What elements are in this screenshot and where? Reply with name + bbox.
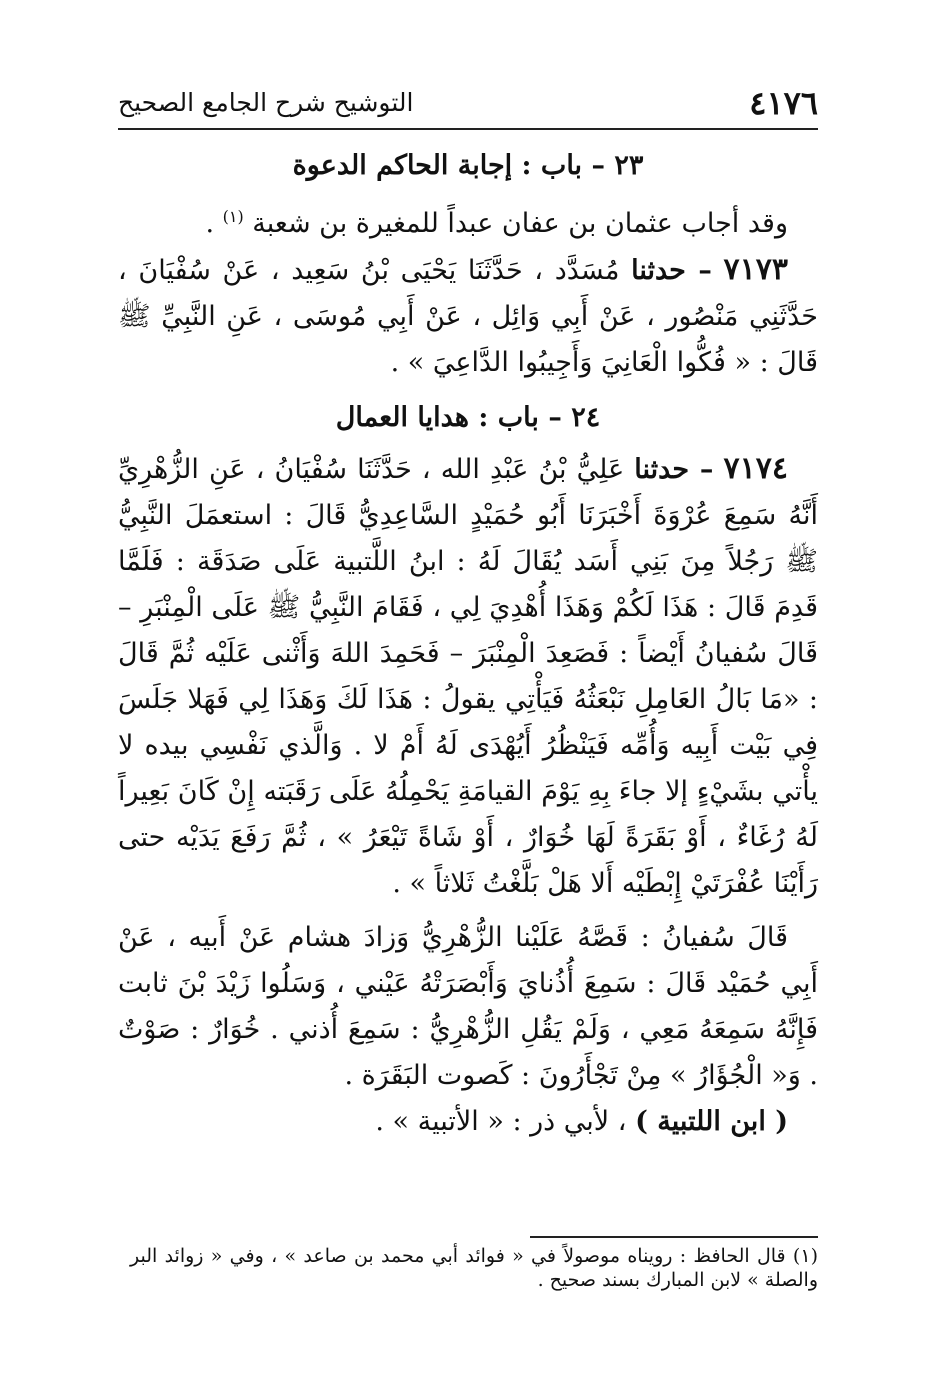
footnote: (١) قال الحافظ : رويناه موصولاً في « فوائد أبي محمد بن صاعد » ، وفي « زوائد البر والصلة » لابن المبارك بسند صحيح . — [130, 1245, 818, 1291]
page-number: ٤١٧٦ — [749, 84, 818, 122]
chapter-23-intro — [118, 194, 818, 247]
commentary-paragraph: قَالَ سُفيانُ : قَصَّهُ عَلَيْنا الزُّهْرِيُّ وَزادَ هشام عَنْ أَبيه ، عَنْ أَبِي حُمَيْد قَالَ : سَمِعَ أُذُنايَ وَأَبْصَرَتْهُ عَيْني ، وَسَلُوا زَيْدَ بْنَ ثابت فَإِنَّهُ سَمِعَهُ مَعِي ، وَلَمْ يَقُلِ الزُّهْرِيُّ : سَمِعَ أُذني . خُوَارٌ : صَوْتٌ . وَ« الْجُؤَارُ » مِنْ تَجْأَرُونَ : كَصوت البَقَرَة . — [118, 922, 818, 1091]
commentary-term: ( ابن اللتبية ) — [635, 1106, 788, 1137]
hadith-text: مُسَدَّد ، حَدَّثَنَا يَحْيَى بْنُ سَعِيد ، عَنْ سُفْيَانَ ، حَدَّثَنِي مَنْصُور ، عَنْ أَبِي وَائِل ، عَنْ أَبِي مُوسَى ، عَنِ النَّبِيِّ ﷺ قَالَ : « فُكُّوا الْعَانِيَ وَأَجِيبُوا الدَّاعِيَ » . — [118, 255, 818, 378]
commentary-note-text: ، لأبي ذر : « الأتبية » . — [375, 1106, 636, 1137]
footnote-divider — [530, 1236, 818, 1238]
book-title: التوشيح شرح الجامع الصحيح — [118, 88, 414, 117]
hadith-7174 — [118, 446, 818, 907]
commentary-note — [118, 1099, 818, 1145]
hadith-number: ٧١٧٤ — [723, 451, 788, 486]
hadith-7173 — [118, 247, 818, 386]
hadith-number: ٧١٧٣ — [723, 252, 788, 287]
hadith-lead: – حدثنا — [631, 255, 712, 286]
hadith-lead: – حدثنا — [634, 454, 714, 485]
hadith-text: عَلِيُّ بْنُ عَبْدِ الله ، حَدَّثَنَا سُفْيَانُ ، عَنِ الزُّهْرِيِّ أَنَّهُ سَمِعَ عُرْوَةَ أَخْبَرَنَا أَبُو حُمَيْدٍ السَّاعِدِيُّ قَالَ : استعمَلَ النَّبِيُّ ﷺ رَجُلاً مِنَ بَنِي أَسَد يُقَالَ لَهُ : ابنُ اللَّتبية عَلَى صَدَقَة : فَلَمَّا قَدِمَ قَالَ : هَذَا لَكُمْ وَهَذَا أُهْدِيَ لِي ، فَقَامَ النَّبِيُّ ﷺ عَلَى الْمِنْبَرِ – قَالَ سُفيانُ أَيْضاً : فَصَعِدَ الْمِنْبَرَ – فَحَمِدَ اللهَ وَأَثْنى عَلَيْه ثُمَّ قَالَ : «مَا بَالُ العَامِلِ نَبْعَثُهُ فَيَأْتِي يقولُ : هَذَا لَكَ وَهَذَا لِي فَهَلا جَلَسَ فِي بَيْت أَبِيه وَأُمِّه فَيَنْظُرُ أَيُهْدَى لَهُ أَمْ لا . وَالَّذي نَفْسِي بيده لا يأْتي بشَيْءٍ إلا جاءَ بِهِ يَوْمَ القيامَةِ يَحْمِلُهُ عَلَى رَقَبَته إِنْ كَانَ بَعِيراً لَهُ رُغَاءٌ ، أَوْ بَقَرَةً لَهَا خُوَارٌ ، أَوْ شَاةً تَيْعَرُ » ، ثُمَّ رَفَعَ يَدَيْه حتى رَأَيْنَا عُفْرَتَيْ إِبْطَيْه أَلا هَلْ بَلَّغْتُ ثَلاثاً » . — [118, 454, 818, 899]
page-header — [118, 78, 818, 130]
footnote-marker: (١) — [222, 207, 244, 226]
intro-end: . — [205, 208, 223, 239]
page-body — [118, 138, 818, 1145]
intro-text: وقد أجاب عثمان بن عفان عبداً للمغيرة بن شعبة — [252, 208, 788, 239]
chapter-24-heading: ٢٤ – باب : هدايا العمال — [335, 402, 601, 433]
chapter-23-heading: ٢٣ – باب : إجابة الحاكم الدعوة — [292, 150, 644, 181]
